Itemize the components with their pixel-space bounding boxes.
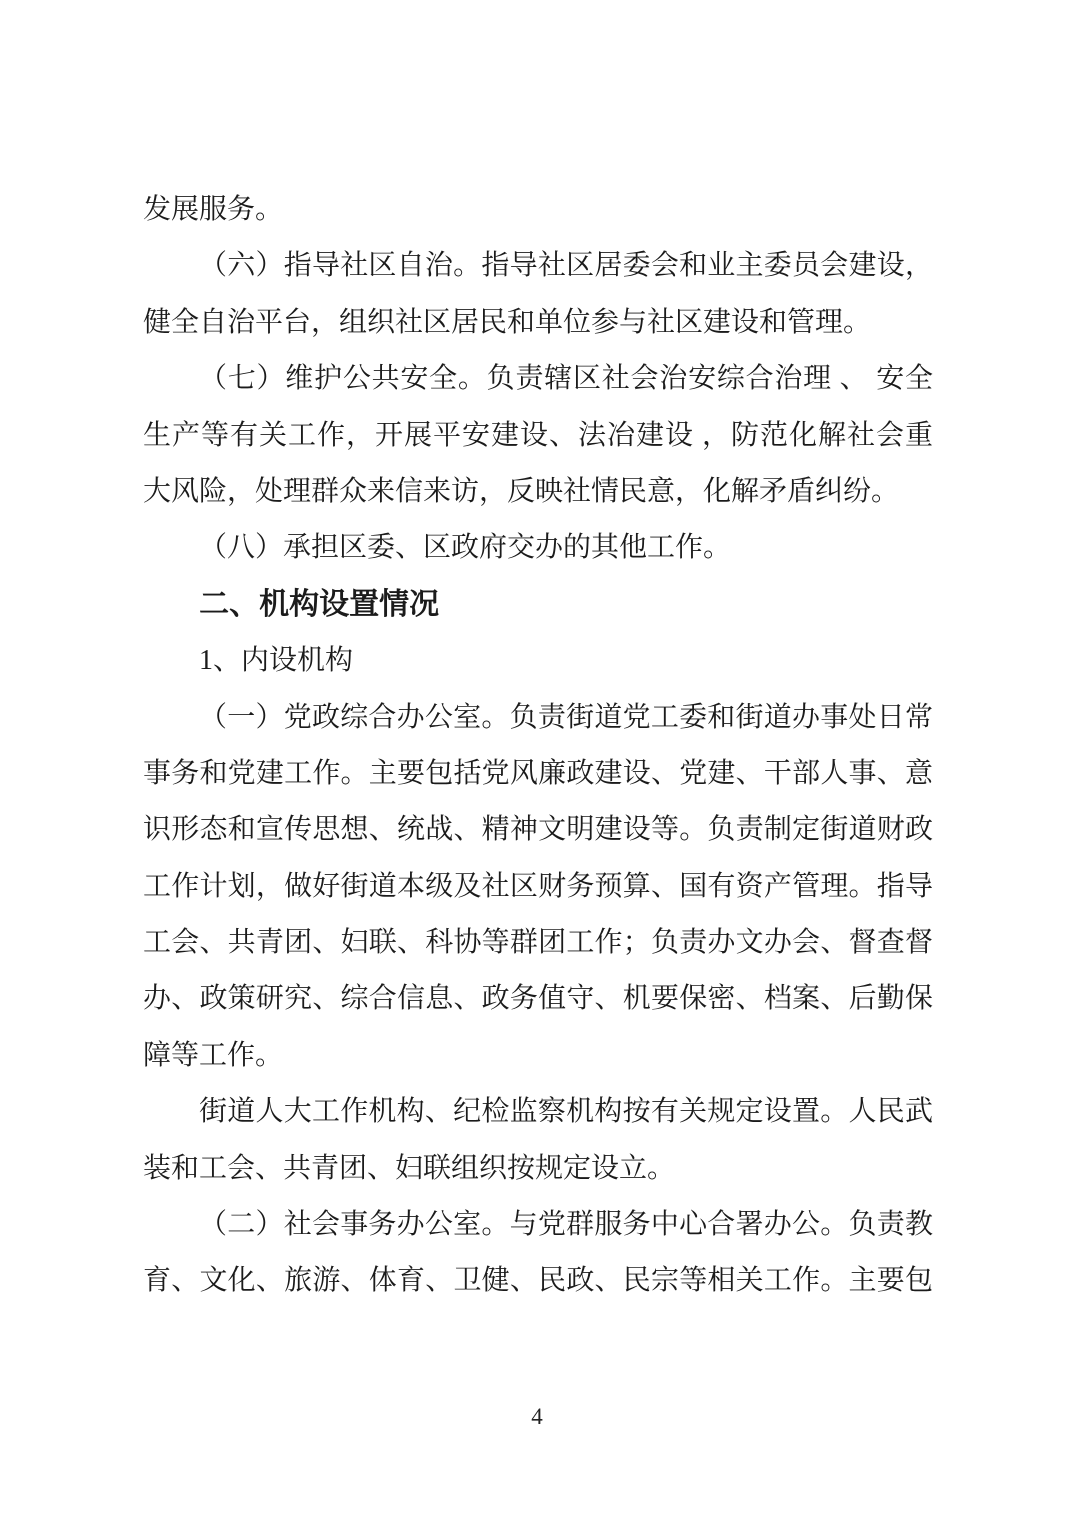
text-line: 识形态和宣传思想、统战、精神文明建设等。负责制定街道财政	[143, 814, 933, 846]
text-line: 工作计划，做好街道本级及社区财务预算、国有资产管理。指导	[143, 870, 933, 902]
document-body	[143, 182, 933, 1310]
text-line: 街道人大工作机构、纪检监察机构按有关规定设置。人民武	[199, 1096, 933, 1128]
text-line: （八）承担区委、区政府交办的其他工作。	[199, 532, 732, 564]
text-line: 大风险，处理群众来信来访，反映社情民意，化解矛盾纠纷。	[143, 475, 900, 507]
text-line: 生产等有关工作，开展平安建设、法冶建设 ，防范化解社会重	[143, 419, 933, 451]
page-number: 4	[531, 1404, 543, 1429]
text-line: 工会、共青团、妇联、科协等群团工作；负责办文办会、督查督	[143, 927, 933, 959]
text-line: （六）指导社区自治。指导社区居委会和业主委员会建设，	[199, 250, 933, 282]
text-line: 事务和党建工作。主要包括党风廉政建设、党建、干部人事、意	[143, 757, 933, 789]
text-line: 健全自治平台，组织社区居民和单位参与社区建设和管理。	[143, 306, 872, 338]
text-line: 二、机构设置情况	[199, 587, 440, 621]
text-line: 办、政策研究、综合信息、政务值守、机要保密、档案、后勤保	[143, 983, 933, 1015]
text-line: 障等工作。	[143, 1039, 284, 1071]
text-line: （二）社会事务办公室。与党群服务中心合署办公。负责教	[199, 1209, 933, 1241]
text-line: （七）维护公共安全。负责辖区社会治安综合治理 、 安全	[199, 363, 933, 395]
text-line: 装和工会、共青团、妇联组织按规定设立。	[143, 1152, 676, 1184]
text-line: 育、文化、旅游、体育、卫健、民政、民宗等相关工作。主要包	[143, 1265, 933, 1297]
text-line: （一）党政综合办公室。负责街道党工委和街道办事处日常	[199, 701, 933, 733]
text-line: 发展服务。	[143, 194, 284, 225]
text-line: 1、内设机构	[199, 645, 354, 677]
